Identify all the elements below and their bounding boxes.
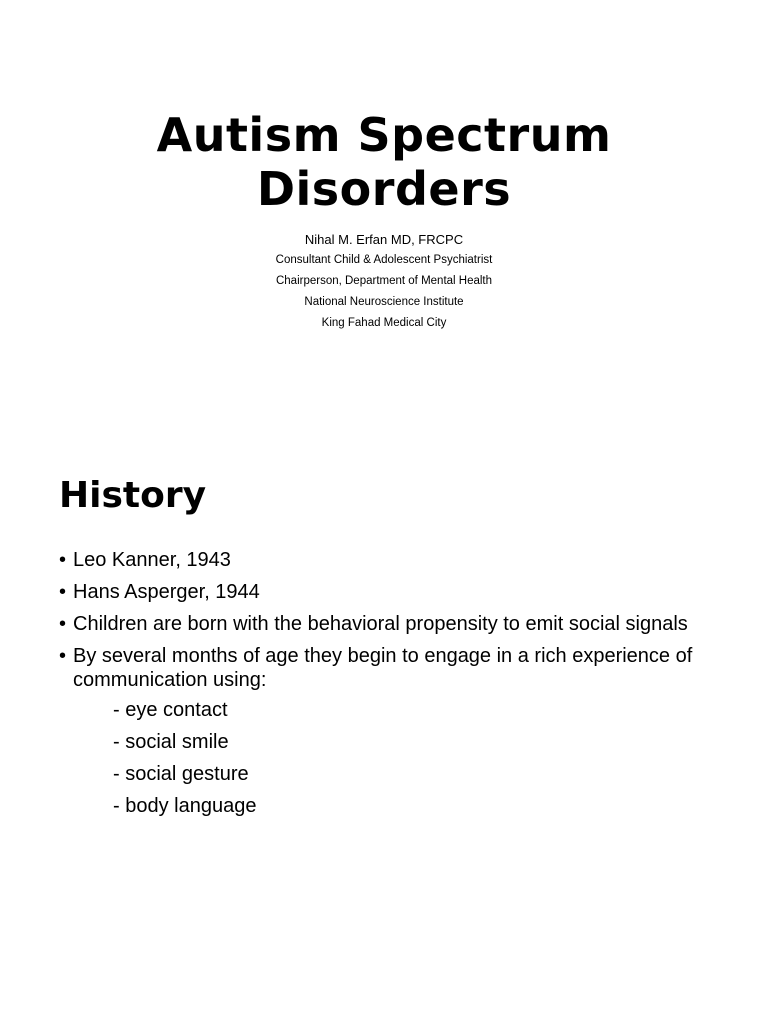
bullet-text: Hans Asperger, 1944 [73, 581, 260, 603]
title-line-2: Disorders [256, 162, 512, 216]
document-title [0, 108, 768, 216]
bullet-marker: • [59, 581, 67, 603]
sub-item: - social gesture [113, 763, 249, 785]
bullet-marker: • [59, 549, 67, 571]
sub-item-list [73, 698, 749, 818]
section-title: History [59, 475, 207, 516]
bullet-item [59, 612, 749, 636]
bullet-list [59, 548, 749, 818]
bullet-marker: • [59, 645, 67, 667]
author-name: Nihal M. Erfan MD, FRCPC [304, 232, 464, 247]
bullet-marker: • [59, 613, 67, 635]
history-slide [59, 472, 749, 826]
affiliation-line: Consultant Child & Adolescent Psychiatrist [275, 254, 493, 266]
title-slide [0, 108, 768, 334]
author-block [0, 230, 768, 334]
bullet-text: By several months of age they begin to engage in a rich experience of communication using: [73, 645, 693, 691]
sub-item: - social smile [113, 731, 229, 753]
affiliation-line: National Neuroscience Institute [304, 296, 464, 308]
bullet-item [59, 548, 749, 572]
bullet-item [59, 580, 749, 604]
affiliation-line: King Fahad Medical City [321, 317, 447, 329]
sub-item: - eye contact [113, 699, 228, 721]
affiliation-line: Chairperson, Department of Mental Health [275, 275, 493, 287]
bullet-text: Children are born with the behavioral propensity to emit social signals [73, 613, 688, 635]
bullet-text: Leo Kanner, 1943 [73, 549, 231, 571]
sub-item: - body language [113, 795, 257, 817]
bullet-item [59, 644, 749, 818]
title-line-1: Autism Spectrum [156, 108, 612, 162]
